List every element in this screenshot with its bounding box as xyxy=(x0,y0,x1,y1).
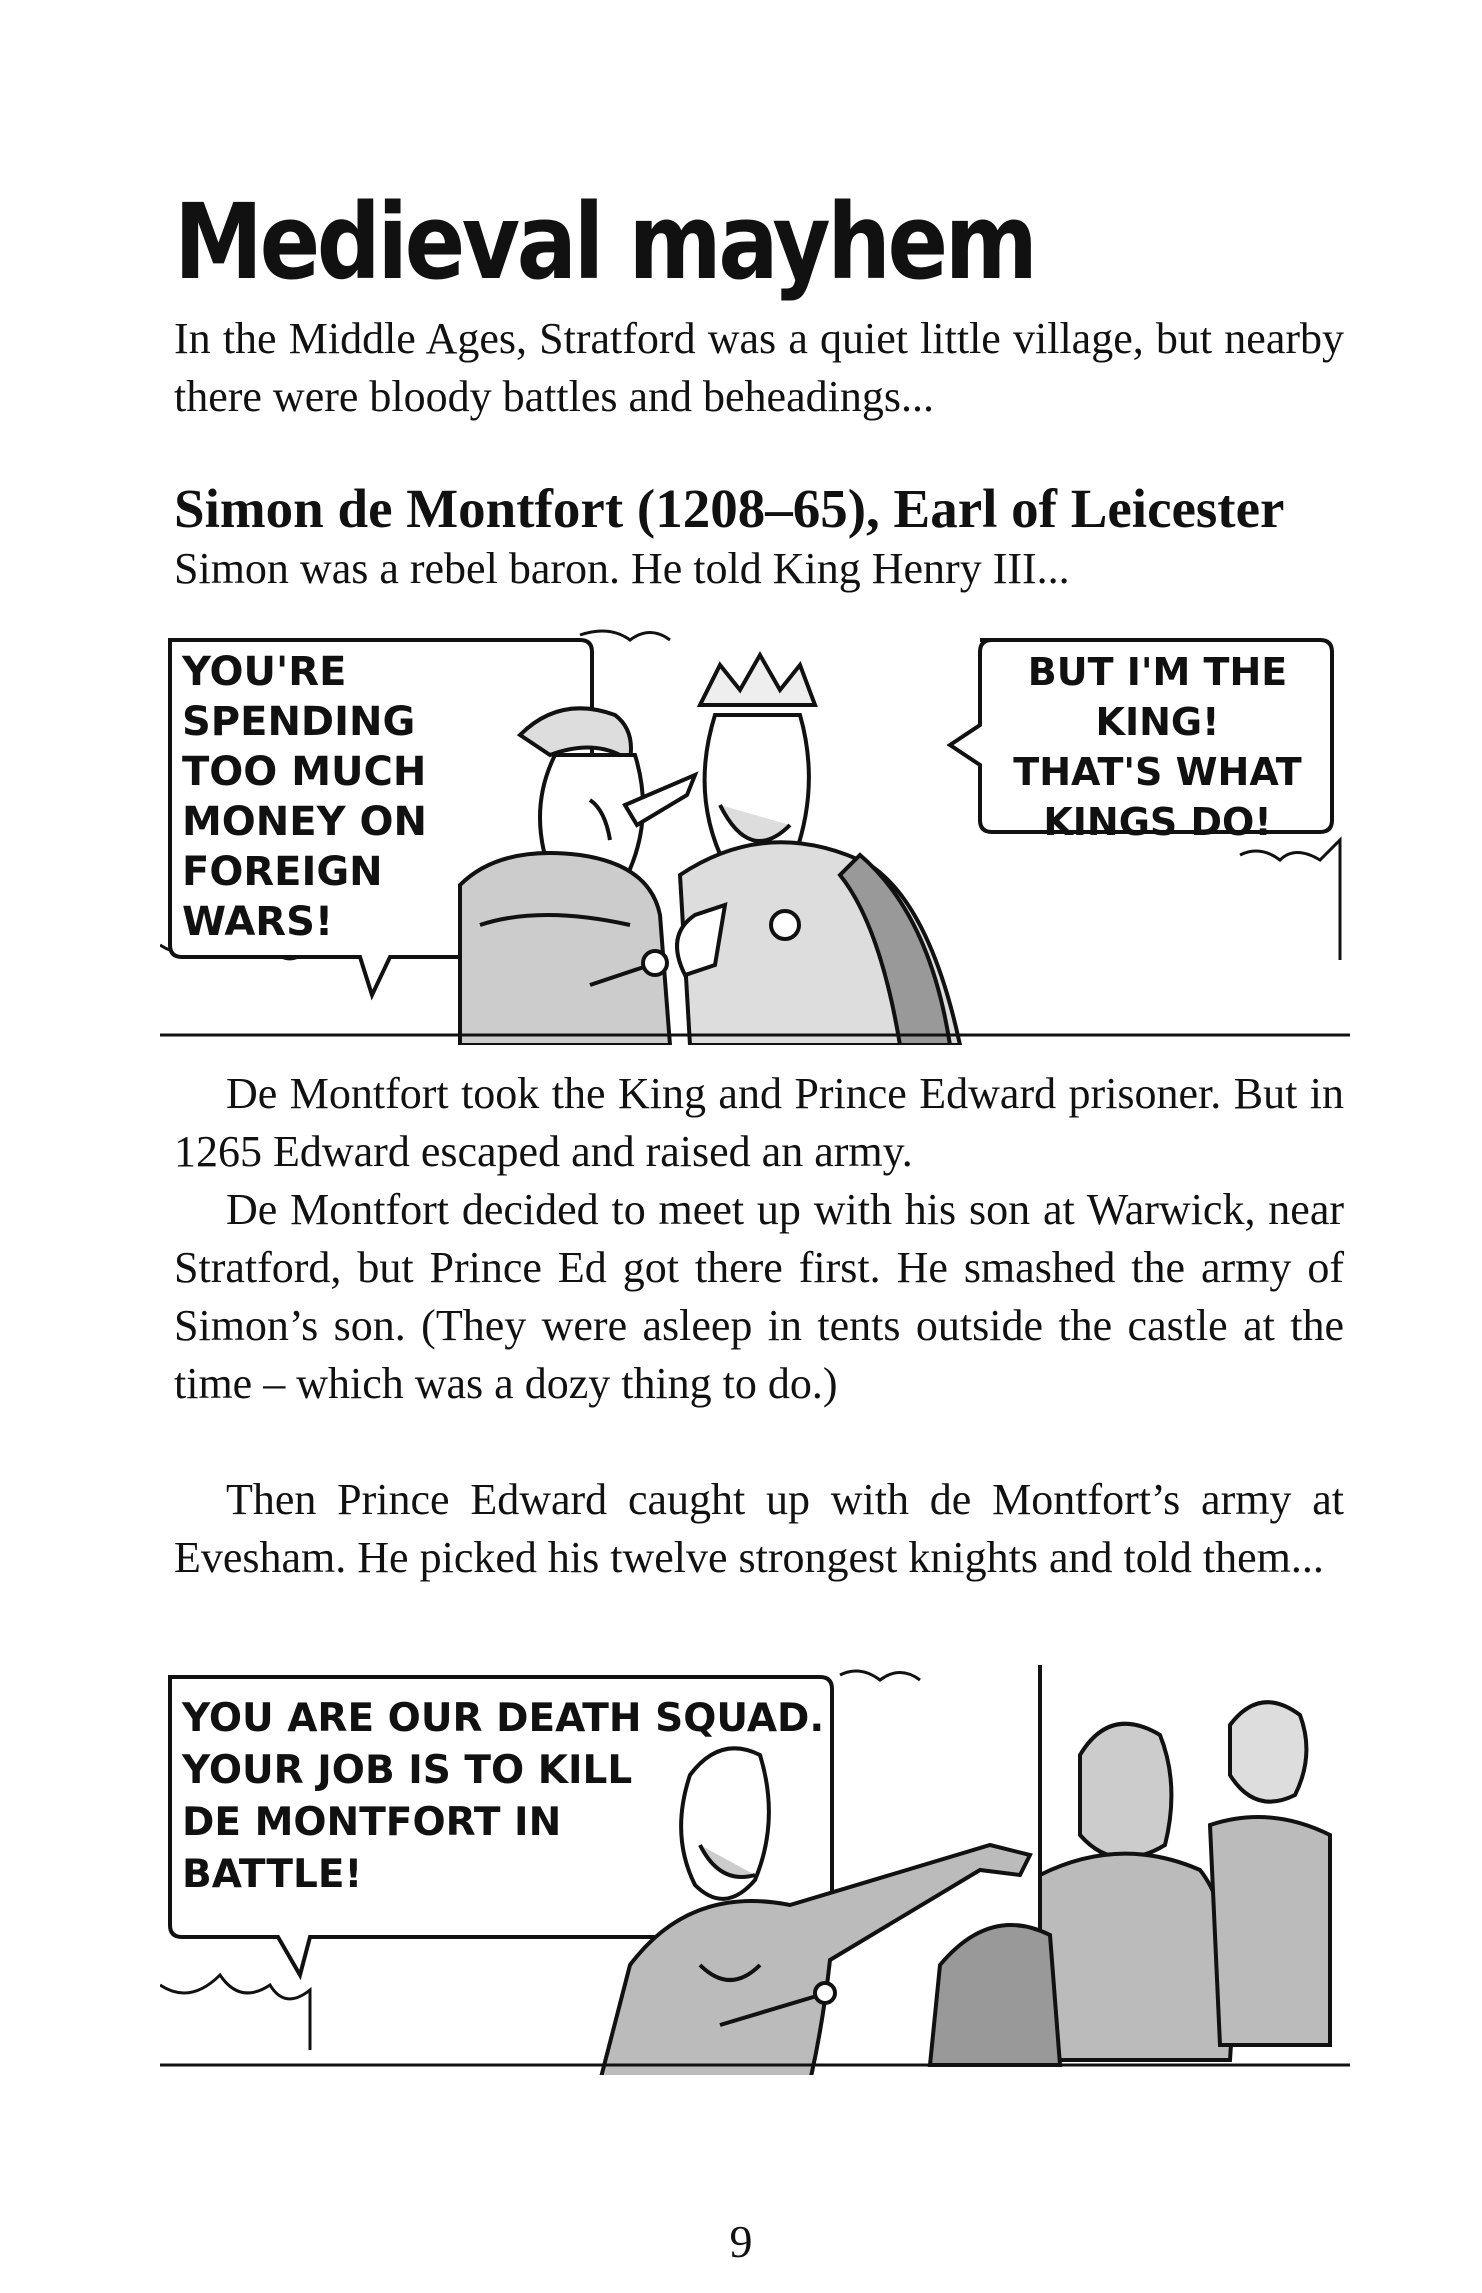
cartoon-death-squad xyxy=(160,1665,1350,2075)
section-intro: Simon was a rebel baron. He told King Henry III... xyxy=(174,544,1070,593)
speech-bubble-left-text: YOU'RE SPENDING TOO MUCH MONEY ON FOREIGN WARS! xyxy=(182,649,427,945)
page-number: 9 xyxy=(729,2216,753,2267)
cartoon-king-henry xyxy=(160,625,1350,1045)
paragraph-3: Then Prince Edward caught up with de Montfort’s army at Evesham. He picked his twelve strongest knights and told them... xyxy=(174,1475,1344,1582)
paragraph-1: De Montfort took the King and Prince Edward prisoner. But in 1265 Edward escaped and raised an army. xyxy=(174,1069,1344,1176)
paragraph-2: De Montfort decided to meet up with his son at Warwick, near Stratford, but Prince Ed got there first. He smashed the army of Simon’s son. (They were asleep in tents outside the castle at the time – which was a dozy thing to do.) xyxy=(174,1185,1344,1408)
page-title: Medieval mayhem xyxy=(174,180,1035,303)
speech-bubble-right-text: BUT I'M THE KING! THAT'S WHAT KINGS DO! xyxy=(1013,650,1302,844)
speech-bubble-death-squad-text: YOU ARE OUR DEATH SQUAD. YOUR JOB IS TO KILL DE MONTFORT IN BATTLE! xyxy=(182,1696,825,1897)
section-heading: Simon de Montfort (1208–65), Earl of Leicester xyxy=(174,478,1285,539)
intro-paragraph: In the Middle Ages, Stratford was a quiet little village, but nearby there were bloody battles and beheadings... xyxy=(174,314,1344,421)
king-henry-figure xyxy=(677,655,960,1045)
